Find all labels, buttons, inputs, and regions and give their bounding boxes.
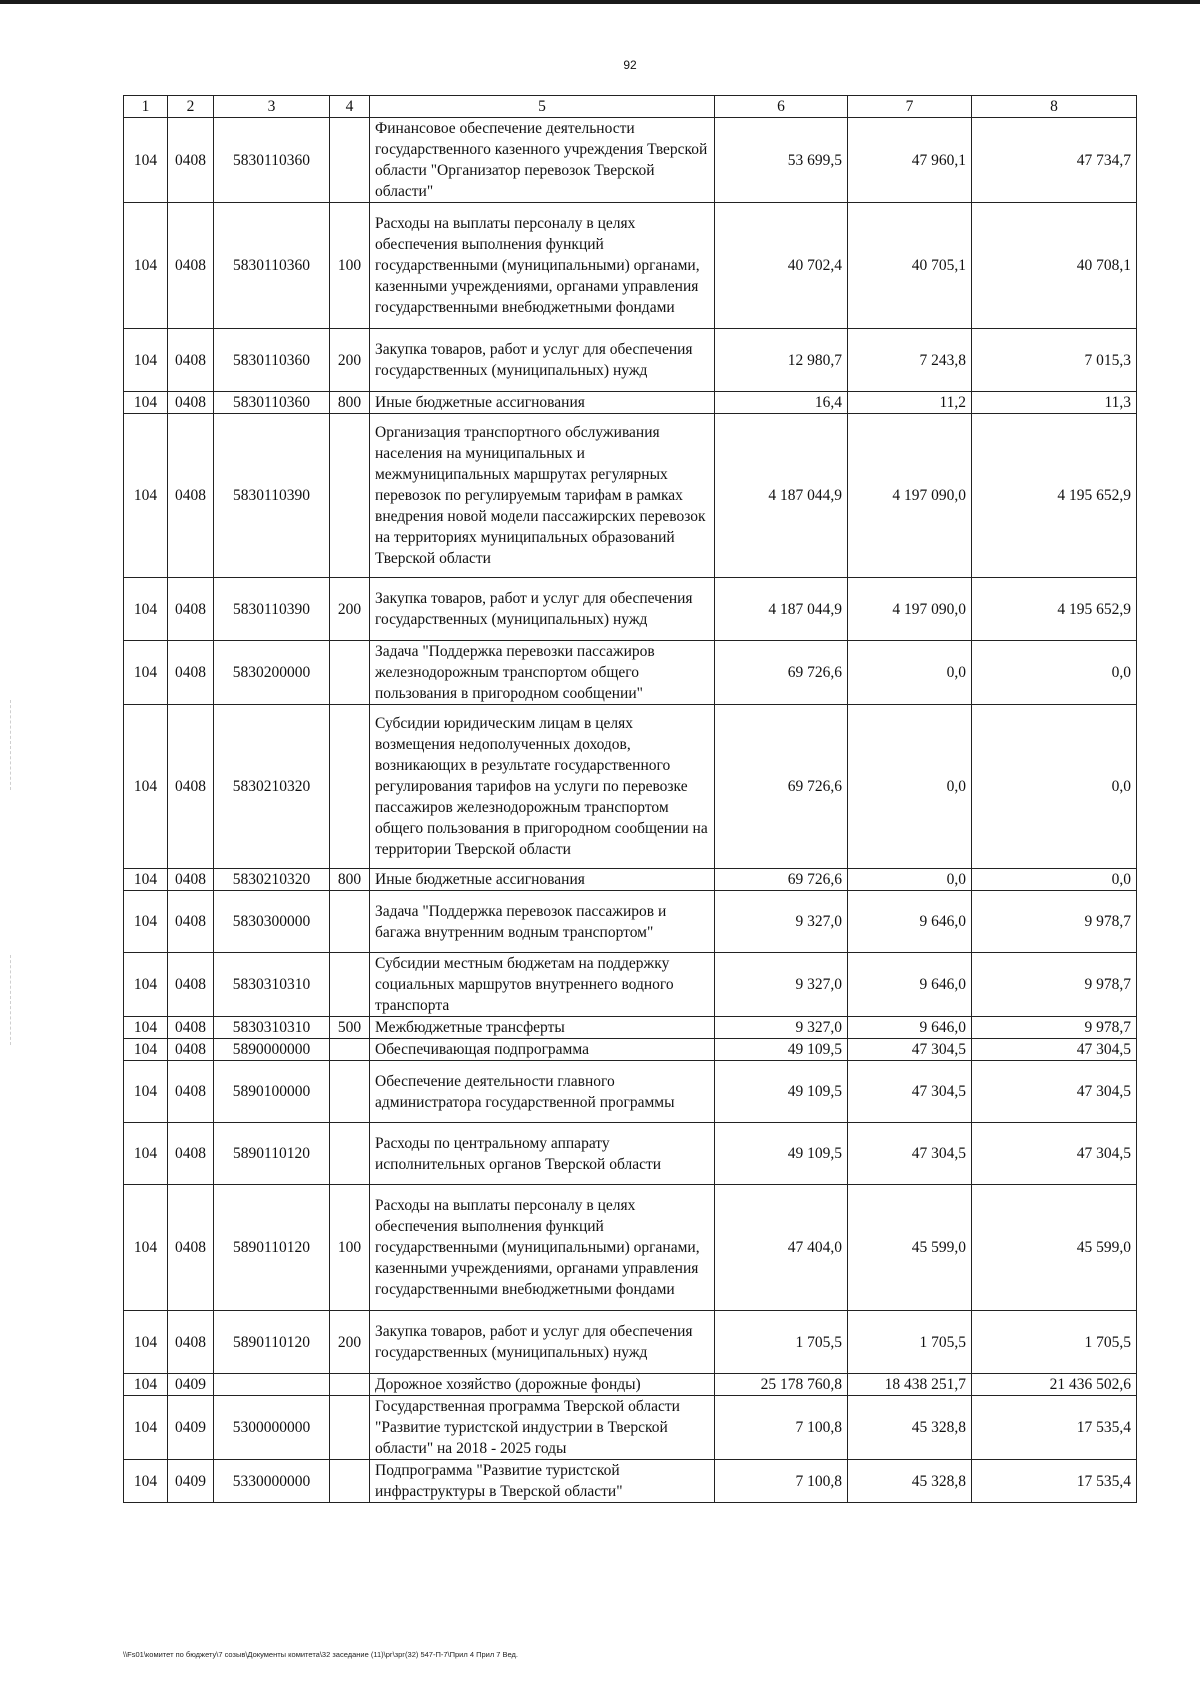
cell-target-article: 5830300000 [214,891,330,953]
footer-file-path: \\Fs01\комитет по бюджету\7 созыв\Документы комитета\32 заседание (11)\рг\зрг(32) 547-П-7\Прил 4 Прил 7 Вед. [123,1650,519,1659]
cell-target-article: 5830110360 [214,118,330,203]
cell-description: Иные бюджетные ассигнования [370,392,715,414]
cell-target-article: 5830210320 [214,869,330,891]
cell-amount-2025: 7 015,3 [972,329,1137,392]
cell-amount-2023: 9 327,0 [715,1017,848,1039]
cell-amount-2024: 47 304,5 [848,1061,972,1123]
cell-expense-type [330,1460,370,1503]
cell-section: 104 [124,392,168,414]
cell-section: 104 [124,203,168,329]
table-row [124,1396,1137,1460]
cell-section: 104 [124,1123,168,1185]
cell-section: 104 [124,1311,168,1374]
cell-amount-2024: 11,2 [848,392,972,414]
cell-description: Подпрограмма "Развитие туристской инфраструктуры в Тверской области" [370,1460,715,1503]
cell-expense-type [330,1374,370,1396]
cell-subsection: 0408 [168,392,214,414]
cell-expense-type [330,1123,370,1185]
cell-amount-2024: 47 960,1 [848,118,972,203]
scan-margin-mark [10,700,12,790]
cell-amount-2023: 4 187 044,9 [715,578,848,641]
cell-expense-type: 800 [330,869,370,891]
cell-subsection: 0408 [168,891,214,953]
cell-amount-2023: 4 187 044,9 [715,414,848,578]
cell-section: 104 [124,1185,168,1311]
cell-amount-2023: 69 726,6 [715,869,848,891]
cell-expense-type [330,414,370,578]
cell-subsection: 0408 [168,578,214,641]
budget-table [123,95,1137,1503]
cell-expense-type [330,953,370,1017]
cell-description: Расходы на выплаты персоналу в целях обеспечения выполнения функций государственными (муниципальными) органами, казенными учреждениями, органами управления государственными внебюджетными фондами [370,203,715,329]
cell-amount-2023: 49 109,5 [715,1123,848,1185]
cell-section: 104 [124,1039,168,1061]
cell-description: Закупка товаров, работ и услуг для обеспечения государственных (муниципальных) нужд [370,329,715,392]
table-row [124,414,1137,578]
cell-amount-2023: 49 109,5 [715,1061,848,1123]
column-number-row [124,96,1137,118]
table-row [124,203,1137,329]
cell-expense-type: 500 [330,1017,370,1039]
col-header: 8 [972,96,1137,118]
cell-target-article: 5830200000 [214,641,330,705]
cell-amount-2024: 45 328,8 [848,1396,972,1460]
cell-amount-2025: 17 535,4 [972,1460,1137,1503]
cell-expense-type [330,1061,370,1123]
cell-amount-2024: 9 646,0 [848,1017,972,1039]
cell-subsection: 0408 [168,869,214,891]
cell-amount-2024: 45 599,0 [848,1185,972,1311]
cell-amount-2025: 21 436 502,6 [972,1374,1137,1396]
cell-amount-2025: 1 705,5 [972,1311,1137,1374]
cell-amount-2023: 49 109,5 [715,1039,848,1061]
cell-subsection: 0408 [168,641,214,705]
table-row [124,118,1137,203]
cell-expense-type [330,641,370,705]
cell-section: 104 [124,118,168,203]
cell-section: 104 [124,641,168,705]
table-row [124,1374,1137,1396]
cell-description: Иные бюджетные ассигнования [370,869,715,891]
cell-subsection: 0408 [168,705,214,869]
cell-amount-2025: 9 978,7 [972,953,1137,1017]
cell-expense-type [330,705,370,869]
cell-amount-2023: 9 327,0 [715,953,848,1017]
cell-amount-2025: 9 978,7 [972,1017,1137,1039]
cell-target-article: 5830310310 [214,953,330,1017]
cell-amount-2024: 45 328,8 [848,1460,972,1503]
cell-target-article: 5300000000 [214,1396,330,1460]
cell-expense-type [330,1396,370,1460]
cell-section: 104 [124,953,168,1017]
cell-description: Обеспечивающая подпрограмма [370,1039,715,1061]
cell-amount-2025: 47 304,5 [972,1039,1137,1061]
cell-target-article: 5890000000 [214,1039,330,1061]
cell-description: Государственная программа Тверской области "Развитие туристской индустрии в Тверской области" на 2018 - 2025 годы [370,1396,715,1460]
cell-description: Закупка товаров, работ и услуг для обеспечения государственных (муниципальных) нужд [370,1311,715,1374]
table-row [124,578,1137,641]
cell-description: Финансовое обеспечение деятельности государственного казенного учреждения Тверской области "Организатор перевозок Тверской области" [370,118,715,203]
cell-subsection: 0409 [168,1460,214,1503]
cell-amount-2025: 17 535,4 [972,1396,1137,1460]
cell-amount-2024: 1 705,5 [848,1311,972,1374]
cell-target-article: 5890110120 [214,1123,330,1185]
cell-target-article: 5830110390 [214,414,330,578]
cell-subsection: 0408 [168,1311,214,1374]
table-row [124,869,1137,891]
cell-target-article: 5330000000 [214,1460,330,1503]
top-border-line [0,0,1200,4]
cell-amount-2024: 0,0 [848,869,972,891]
cell-amount-2023: 47 404,0 [715,1185,848,1311]
cell-subsection: 0408 [168,203,214,329]
cell-subsection: 0408 [168,1039,214,1061]
table-row [124,953,1137,1017]
cell-amount-2025: 47 304,5 [972,1061,1137,1123]
cell-target-article: 5830110390 [214,578,330,641]
cell-subsection: 0408 [168,1017,214,1039]
cell-subsection: 0408 [168,1185,214,1311]
cell-amount-2025: 40 708,1 [972,203,1137,329]
cell-amount-2025: 9 978,7 [972,891,1137,953]
cell-description: Расходы по центральному аппарату исполнительных органов Тверской области [370,1123,715,1185]
scan-margin-mark [10,955,12,1045]
col-header: 1 [124,96,168,118]
table-row [124,1017,1137,1039]
cell-amount-2024: 4 197 090,0 [848,578,972,641]
table-row [124,392,1137,414]
table-row [124,1039,1137,1061]
cell-amount-2023: 69 726,6 [715,641,848,705]
cell-subsection: 0408 [168,1061,214,1123]
cell-amount-2023: 53 699,5 [715,118,848,203]
cell-amount-2023: 16,4 [715,392,848,414]
cell-subsection: 0408 [168,1123,214,1185]
cell-amount-2024: 18 438 251,7 [848,1374,972,1396]
cell-target-article: 5830110360 [214,392,330,414]
cell-amount-2024: 40 705,1 [848,203,972,329]
cell-amount-2024: 0,0 [848,705,972,869]
cell-description: Межбюджетные трансферты [370,1017,715,1039]
cell-section: 104 [124,869,168,891]
cell-section: 104 [124,1374,168,1396]
cell-target-article: 5830210320 [214,705,330,869]
cell-subsection: 0409 [168,1374,214,1396]
cell-amount-2023: 7 100,8 [715,1396,848,1460]
cell-description: Закупка товаров, работ и услуг для обеспечения государственных (муниципальных) нужд [370,578,715,641]
col-header: 2 [168,96,214,118]
cell-description: Задача "Поддержка перевозок пассажиров и багажа внутренним водным транспортом" [370,891,715,953]
cell-expense-type: 100 [330,1185,370,1311]
cell-section: 104 [124,891,168,953]
cell-amount-2025: 0,0 [972,705,1137,869]
cell-amount-2025: 47 734,7 [972,118,1137,203]
cell-amount-2024: 47 304,5 [848,1039,972,1061]
cell-target-article: 5890110120 [214,1185,330,1311]
cell-description: Субсидии юридическим лицам в целях возмещения недополученных доходов, возникающих в результате государственного регулирования тарифов на услуги по перевозке пассажиров железнодорожным транспортом общего пользования в пригородном сообщении на территории Тверской области [370,705,715,869]
cell-target-article: 5830110360 [214,329,330,392]
cell-section: 104 [124,1460,168,1503]
cell-description: Дорожное хозяйство (дорожные фонды) [370,1374,715,1396]
cell-description: Субсидии местным бюджетам на поддержку социальных маршрутов внутреннего водного транспорта [370,953,715,1017]
cell-section: 104 [124,329,168,392]
cell-subsection: 0408 [168,414,214,578]
cell-description: Обеспечение деятельности главного администратора государственной программы [370,1061,715,1123]
table-row [124,891,1137,953]
cell-description: Задача "Поддержка перевозки пассажиров железнодорожным транспортом общего пользования в пригородном сообщении" [370,641,715,705]
table-row [124,1123,1137,1185]
cell-subsection: 0408 [168,953,214,1017]
cell-description: Организация транспортного обслуживания населения на муниципальных и межмуниципальных маршрутах регулярных перевозок по регулируемым тарифам в рамках внедрения новой модели пассажирских перевозок на территориях муниципальных образований Тверской области [370,414,715,578]
cell-amount-2023: 9 327,0 [715,891,848,953]
cell-section: 104 [124,705,168,869]
cell-description: Расходы на выплаты персоналу в целях обеспечения выполнения функций государственными (муниципальными) органами, казенными учреждениями, органами управления государственными внебюджетными фондами [370,1185,715,1311]
cell-amount-2025: 0,0 [972,869,1137,891]
cell-section: 104 [124,1061,168,1123]
col-header: 3 [214,96,330,118]
cell-expense-type: 200 [330,1311,370,1374]
table-row [124,641,1137,705]
table-row [124,1311,1137,1374]
cell-target-article: 5830310310 [214,1017,330,1039]
cell-amount-2023: 12 980,7 [715,329,848,392]
cell-expense-type: 100 [330,203,370,329]
col-header: 4 [330,96,370,118]
cell-target-article: 5830110360 [214,203,330,329]
page-number: 92 [623,58,637,72]
cell-amount-2025: 4 195 652,9 [972,578,1137,641]
cell-amount-2023: 25 178 760,8 [715,1374,848,1396]
cell-amount-2024: 9 646,0 [848,891,972,953]
cell-amount-2024: 7 243,8 [848,329,972,392]
col-header: 7 [848,96,972,118]
cell-amount-2024: 4 197 090,0 [848,414,972,578]
cell-amount-2025: 11,3 [972,392,1137,414]
cell-subsection: 0409 [168,1396,214,1460]
cell-expense-type [330,1039,370,1061]
cell-amount-2025: 45 599,0 [972,1185,1137,1311]
col-header: 6 [715,96,848,118]
cell-expense-type [330,891,370,953]
cell-expense-type: 200 [330,329,370,392]
cell-amount-2024: 9 646,0 [848,953,972,1017]
table-row [124,1061,1137,1123]
cell-amount-2025: 4 195 652,9 [972,414,1137,578]
cell-expense-type: 200 [330,578,370,641]
table-row [124,329,1137,392]
cell-amount-2025: 47 304,5 [972,1123,1137,1185]
cell-expense-type: 800 [330,392,370,414]
cell-amount-2023: 40 702,4 [715,203,848,329]
cell-amount-2024: 47 304,5 [848,1123,972,1185]
table-row [124,1185,1137,1311]
cell-amount-2023: 1 705,5 [715,1311,848,1374]
cell-target-article: 5890110120 [214,1311,330,1374]
cell-amount-2024: 0,0 [848,641,972,705]
cell-amount-2025: 0,0 [972,641,1137,705]
cell-target-article: 5890100000 [214,1061,330,1123]
table-row [124,705,1137,869]
cell-subsection: 0408 [168,118,214,203]
table-row [124,1460,1137,1503]
cell-target-article [214,1374,330,1396]
cell-expense-type [330,118,370,203]
col-header: 5 [370,96,715,118]
cell-subsection: 0408 [168,329,214,392]
cell-amount-2023: 69 726,6 [715,705,848,869]
cell-section: 104 [124,414,168,578]
cell-amount-2023: 7 100,8 [715,1460,848,1503]
cell-section: 104 [124,578,168,641]
cell-section: 104 [124,1017,168,1039]
cell-section: 104 [124,1396,168,1460]
